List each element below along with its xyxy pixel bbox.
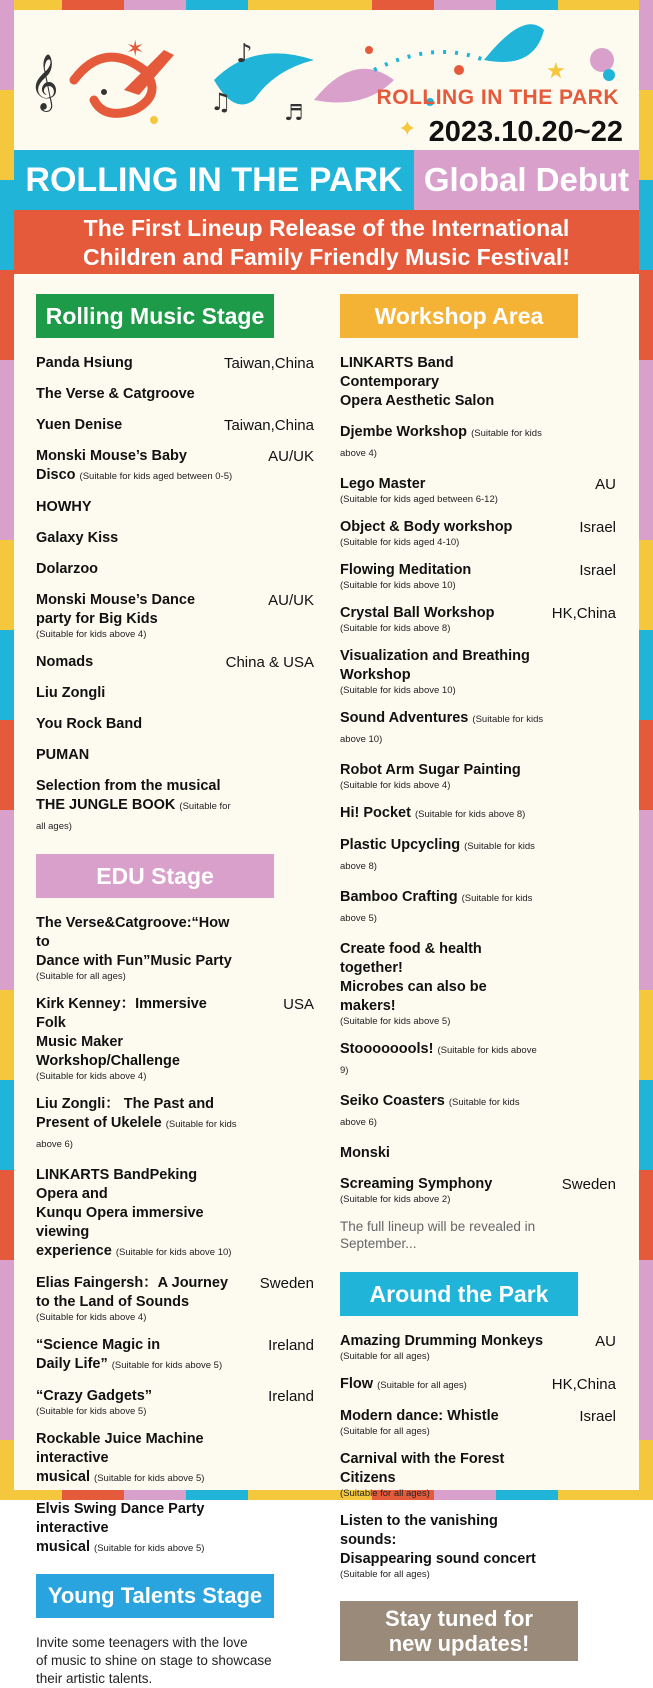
- music-note-icon: ♫: [210, 88, 232, 116]
- list-item: [36, 1500, 314, 1558]
- item-name: Monski Mouse’s Dance: [36, 592, 196, 608]
- item-name: Kirk Kenney：Immersive Folk: [36, 996, 207, 1031]
- list-item: [36, 1166, 314, 1262]
- item-name: Crystal Ball Workshop: [340, 605, 495, 621]
- item-name: Carnival with the Forest Citizens: [340, 1451, 505, 1486]
- item-name: Elias Faingersh：A Journey: [36, 1275, 229, 1291]
- border-left: [0, 0, 14, 1500]
- item-age-note: (Suitable for kids above 5): [94, 1543, 205, 1554]
- list-item: [36, 995, 314, 1083]
- border-top: [0, 0, 653, 10]
- item-age-note: (Suitable for kids above 5): [340, 1016, 451, 1027]
- item-name: Disappearing sound concert: [340, 1551, 536, 1567]
- item-age-note: (Suitable for kids aged 4-10): [340, 537, 460, 548]
- item-age-note: (Suitable for kids above 10): [340, 685, 456, 696]
- list-item: [340, 709, 616, 749]
- list-item: [36, 715, 314, 734]
- item-name: Robot Arm Sugar Painting: [340, 762, 521, 778]
- item-name: party for Big Kids: [36, 611, 158, 627]
- item-country: Israel: [579, 562, 616, 579]
- item-name: Liu Zongli: [36, 685, 106, 701]
- item-name: Panda Hsiung: [36, 355, 133, 371]
- young-talents-desc-2: of music to shine on stage to showcase: [36, 1653, 272, 1668]
- item-name: The Verse&Catgroove:“How to: [36, 915, 230, 950]
- reveal-line-1: The full lineup will be revealed in: [340, 1219, 536, 1234]
- item-name: Flow: [340, 1376, 374, 1392]
- item-age-note: (Suitable for kids above 2): [340, 1194, 451, 1205]
- item-name: Listen to the vanishing sounds:: [340, 1513, 498, 1548]
- item-name: Monski: [340, 1145, 390, 1161]
- hero-festival-name: ROLLING IN THE PARK: [376, 86, 619, 109]
- item-name: Dolarzoo: [36, 561, 99, 577]
- workshop-list: [340, 354, 616, 1206]
- item-age-note: (Suitable for kids above 4): [36, 1312, 147, 1323]
- item-country: Sweden: [259, 1275, 314, 1292]
- item-age-note: (Suitable for all ages): [36, 971, 126, 982]
- list-item: [340, 804, 616, 824]
- music-note-icon: ♬: [284, 101, 304, 126]
- item-country: USA: [283, 996, 314, 1013]
- list-item: [340, 354, 616, 411]
- list-item: [36, 1387, 314, 1418]
- item-name: Daily Life”: [36, 1356, 108, 1372]
- item-age-note: (Suitable for kids above 4): [340, 780, 451, 791]
- stay-line-2: new updates!: [388, 1631, 530, 1656]
- item-country: HK,China: [551, 605, 616, 622]
- item-name: Lego Master: [340, 476, 426, 492]
- star-icon: ✶: [126, 37, 145, 62]
- list-item: [36, 498, 314, 517]
- item-name: Flowing Meditation: [340, 562, 472, 578]
- list-item: [340, 561, 616, 592]
- item-country: Taiwan,China: [223, 417, 314, 434]
- list-item: [36, 746, 314, 765]
- item-age-note: (Suitable for all ages): [340, 1569, 430, 1580]
- treble-clef-icon: 𝄞: [30, 54, 59, 110]
- rolling-stage-list: [36, 354, 314, 836]
- list-item: [36, 385, 314, 404]
- list-item: [340, 836, 616, 876]
- workshop-heading: Workshop Area: [340, 294, 578, 338]
- left-column: [36, 294, 314, 1688]
- item-name: LINKARTS Band Contemporary: [340, 355, 454, 390]
- item-age-note: (Suitable for kids above 10): [340, 580, 456, 591]
- stay-line-1: Stay tuned for: [385, 1606, 533, 1631]
- item-name: Kunqu Opera immersive viewing: [36, 1205, 204, 1240]
- item-country: China & USA: [225, 654, 314, 671]
- list-item: [36, 447, 314, 486]
- list-item: [340, 1092, 616, 1132]
- list-item: [340, 1450, 616, 1500]
- item-age-note: (Suitable for kids above 6): [36, 1119, 237, 1150]
- title-global-debut: Global Debut: [414, 150, 639, 210]
- item-country: Taiwan,China: [223, 355, 314, 372]
- reveal-line-2: September...: [340, 1236, 417, 1251]
- item-name: Opera Aesthetic Salon: [340, 393, 495, 409]
- item-name: Stoooooools!: [340, 1041, 434, 1057]
- subtitle-band: [14, 210, 639, 274]
- subtitle-line-1: The First Lineup Release of the International: [83, 215, 570, 241]
- item-name: LINKARTS BandPeking Opera and: [36, 1167, 198, 1202]
- subtitle-line-2: Children and Family Friendly Music Festival!: [83, 244, 570, 270]
- item-name: to the Land of Sounds: [36, 1294, 190, 1310]
- item-country: Sweden: [561, 1176, 616, 1193]
- edu-stage-list: [36, 914, 314, 1558]
- list-item: [340, 604, 616, 635]
- item-age-note: (Suitable for kids above 6): [340, 1097, 520, 1128]
- item-name: The Verse & Catgroove: [36, 386, 195, 402]
- bird-icon: [590, 48, 614, 72]
- item-name: Screaming Symphony: [340, 1176, 493, 1192]
- item-name: HOWHY: [36, 499, 92, 515]
- list-item: [340, 1332, 616, 1363]
- around-park-list: [340, 1332, 616, 1581]
- list-item: [340, 475, 616, 506]
- list-item: [340, 1040, 616, 1080]
- item-country: Ireland: [268, 1337, 314, 1354]
- item-name: Visualization and Breathing Workshop: [340, 648, 530, 683]
- item-country: AU: [595, 1333, 616, 1350]
- reveal-note: [340, 1218, 616, 1252]
- list-item: [36, 777, 314, 836]
- list-item: [36, 529, 314, 548]
- item-name: “Crazy Gadgets”: [36, 1388, 153, 1404]
- item-age-note: (Suitable for kids above 4): [36, 1071, 147, 1082]
- item-name: THE JUNGLE BOOK: [36, 797, 176, 813]
- list-item: [36, 416, 314, 435]
- item-age-note: (Suitable for kids above 5): [94, 1473, 205, 1484]
- item-age-note: (Suitable for kids above 8): [340, 623, 451, 634]
- stay-tuned-banner: [340, 1601, 578, 1661]
- list-item: [340, 518, 616, 549]
- item-name: Disco: [36, 467, 76, 483]
- item-name: Create food & health together!: [340, 941, 482, 976]
- list-item: [340, 1407, 616, 1438]
- item-age-note: (Suitable for kids above 10): [115, 1247, 232, 1258]
- list-item: [340, 888, 616, 928]
- item-name: Liu Zongli： The Past and: [36, 1096, 215, 1112]
- item-name: Nomads: [36, 654, 94, 670]
- item-name: musical: [36, 1469, 90, 1485]
- list-item: [340, 423, 616, 463]
- item-name: “Science Magic in: [36, 1337, 161, 1353]
- star-icon: ★: [546, 59, 566, 84]
- rolling-stage-heading: Rolling Music Stage: [36, 294, 274, 338]
- item-name: Yuen Denise: [36, 417, 123, 433]
- item-name: Present of Ukelele: [36, 1115, 162, 1131]
- item-name: Object & Body workshop: [340, 519, 513, 535]
- item-name: Plastic Upcycling: [340, 837, 461, 853]
- item-name: Galaxy Kiss: [36, 530, 119, 546]
- item-age-note: (Suitable for all ages): [377, 1380, 467, 1391]
- music-note-icon: ♪: [236, 39, 253, 69]
- young-talents-heading: Young Talents Stage: [36, 1574, 274, 1618]
- item-age-note: (Suitable for kids above 4): [36, 629, 147, 640]
- item-name: Microbes can also be makers!: [340, 979, 487, 1014]
- title-main: ROLLING IN THE PARK: [14, 150, 414, 210]
- young-talents-desc-3: their artistic talents.: [36, 1671, 153, 1686]
- border-right: [639, 0, 653, 1500]
- item-name: musical: [36, 1539, 90, 1555]
- list-item: [340, 761, 616, 792]
- item-country: AU/UK: [268, 448, 314, 465]
- item-age-note: (Suitable for kids above 4): [340, 428, 542, 459]
- list-item: [36, 1336, 314, 1375]
- item-name: Dance with Fun”Music Party: [36, 953, 232, 969]
- list-item: [340, 647, 616, 697]
- item-country: AU/UK: [268, 592, 314, 609]
- item-country: Ireland: [268, 1388, 314, 1405]
- item-name: experience: [36, 1243, 112, 1259]
- item-name: Music Maker Workshop/Challenge: [36, 1034, 180, 1069]
- item-age-note: (Suitable for kids above 5): [36, 1406, 147, 1417]
- young-talents-desc-1: Invite some teenagers with the love: [36, 1635, 248, 1650]
- item-age-note: (Suitable for kids above 10): [340, 714, 544, 745]
- around-park-heading: Around the Park: [340, 1272, 578, 1316]
- list-item: [36, 560, 314, 579]
- item-country: HK,China: [551, 1376, 616, 1393]
- item-age-note: (Suitable for kids aged between 6-12): [340, 494, 498, 505]
- title-band: [14, 150, 639, 210]
- item-name: PUMAN: [36, 747, 90, 763]
- list-item: [36, 914, 314, 983]
- item-country: Israel: [579, 519, 616, 536]
- item-age-note: (Suitable for kids above 5): [111, 1360, 223, 1371]
- right-column: [340, 294, 616, 1661]
- item-name: Rockable Juice Machine interactive: [36, 1431, 204, 1466]
- item-age-note: (Suitable for kids above 9): [340, 1045, 537, 1076]
- item-name: You Rock Band: [36, 716, 143, 732]
- item-name: Elvis Swing Dance Party interactive: [36, 1501, 205, 1536]
- item-age-note: (Suitable for all ages): [340, 1426, 430, 1437]
- star-icon: ✦: [398, 117, 417, 142]
- list-item: [36, 354, 314, 373]
- item-country: Israel: [579, 1408, 616, 1425]
- item-country: AU: [595, 476, 616, 493]
- item-age-note: (Suitable for kids aged between 0-5): [79, 471, 233, 482]
- item-age-note: (Suitable for kids above 8): [340, 841, 535, 872]
- item-age-note: (Suitable for all ages): [340, 1488, 430, 1499]
- item-name: Seiko Coasters: [340, 1093, 445, 1109]
- list-item: [36, 1095, 314, 1154]
- item-name: Sound Adventures: [340, 710, 469, 726]
- item-name: Amazing Drumming Monkeys: [340, 1333, 544, 1349]
- list-item: [36, 1274, 314, 1324]
- list-item: [340, 1512, 616, 1581]
- item-name: Monski Mouse’s Baby: [36, 448, 187, 464]
- item-age-note: (Suitable for kids above 8): [414, 809, 526, 820]
- list-item: [36, 684, 314, 703]
- hero-banner: [14, 10, 639, 150]
- list-item: [36, 1430, 314, 1488]
- item-age-note: (Suitable for all ages): [340, 1351, 430, 1362]
- hero-date: 2023.10.20~22: [428, 116, 623, 148]
- list-item: [340, 1175, 616, 1206]
- list-item: [36, 591, 314, 641]
- item-age-note: (Suitable for all ages): [36, 801, 231, 832]
- list-item: [340, 1144, 616, 1163]
- item-name: Bamboo Crafting: [340, 889, 458, 905]
- list-item: [340, 1375, 616, 1395]
- item-name: Modern dance: Whistle: [340, 1408, 499, 1424]
- list-item: [340, 940, 616, 1028]
- item-age-note: (Suitable for kids above 5): [340, 893, 533, 924]
- list-item: [36, 653, 314, 672]
- item-name: Hi! Pocket: [340, 805, 411, 821]
- item-name: Selection from the musical: [36, 778, 221, 794]
- item-name: Djembe Workshop: [340, 424, 468, 440]
- edu-stage-heading: EDU Stage: [36, 854, 274, 898]
